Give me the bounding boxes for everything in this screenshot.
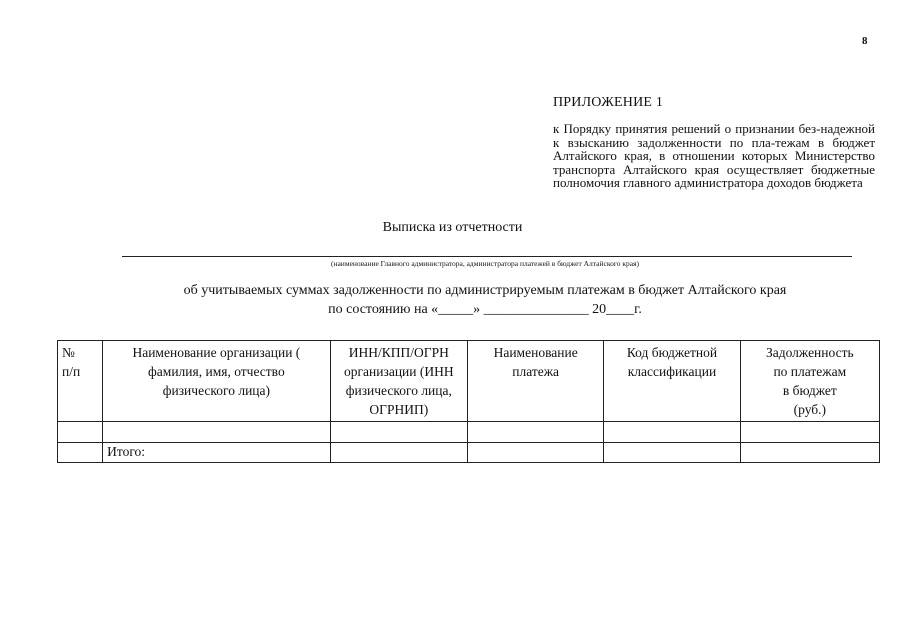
- table-cell: [467, 443, 603, 463]
- table-cell: [467, 422, 603, 443]
- header-payment-name: Наименование платежа: [467, 341, 603, 422]
- header-inn: ИНН/КПП/ОГРН организации (ИНН физического лица, ОГРНИП): [330, 341, 467, 422]
- appendix-title: ПРИЛОЖЕНИЕ 1: [553, 95, 664, 110]
- table-header-row: [58, 341, 880, 422]
- table-cell: [604, 422, 740, 443]
- admin-name-underline: [122, 256, 852, 257]
- extract-title: Выписка из отчетности: [382, 220, 523, 235]
- total-row: [58, 443, 880, 463]
- header-budget-code: Код бюджетной классификации: [604, 341, 740, 422]
- extract-subtitle-line1: об учитываемых суммах задолженности по администрируемым платежам в бюджет Алтайского края: [183, 283, 787, 298]
- table-cell: [58, 422, 103, 443]
- table-cell: [103, 422, 331, 443]
- table-cell: [330, 443, 467, 463]
- appendix-body: к Порядку принятия решений о признании без-надежной к взысканию задолженности по пла-тежам в бюджет Алтайского края, в отношении которых Министерство транспорта Алтайского края осуществляет бюджетные полномочия главного администратора доходов бюджета: [553, 121, 875, 190]
- table-cell: [604, 443, 740, 463]
- admin-name-caption: (наименование Главного администратора, администратора платежей в бюджет Алтайского края): [330, 259, 640, 268]
- page-number: 8: [862, 35, 868, 47]
- table-cell: [740, 443, 879, 463]
- table-row: [58, 422, 880, 443]
- table-cell: [740, 422, 879, 443]
- header-number: № п/п: [58, 341, 103, 422]
- table-cell: [58, 443, 103, 463]
- header-organization-name: Наименование организации ( фамилия, имя, отчество физического лица): [103, 341, 331, 422]
- header-debt-amount: Задолженность по платежам в бюджет (руб.): [740, 341, 879, 422]
- extract-subtitle-line2: по состоянию на «_____» _______________ 20____г.: [328, 302, 642, 317]
- table-cell: [330, 422, 467, 443]
- total-label: Итого:: [103, 443, 331, 463]
- debt-report-table: [57, 340, 880, 463]
